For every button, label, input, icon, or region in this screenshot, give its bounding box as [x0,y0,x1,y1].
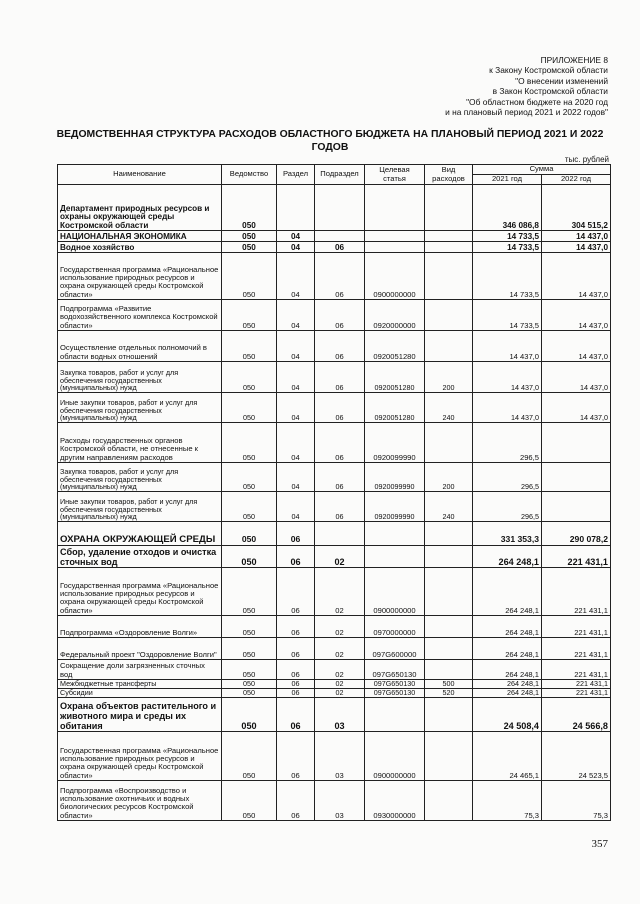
cell-target: 0920051280 [365,393,425,423]
cell-subsection: 02 [315,616,365,638]
cell-target [365,522,425,546]
cell-subsection: 02 [315,568,365,616]
cell-2021: 296,5 [473,492,542,522]
cell-name: Водное хозяйство [58,242,222,253]
table-row [58,423,611,463]
cell-2021: 14 437,0 [473,362,542,393]
cell-department: 050 [222,522,277,546]
table-header [58,165,611,185]
cell-target: 0920051280 [365,362,425,393]
cell-subsection: 02 [315,638,365,660]
cell-2021: 264 248,1 [473,680,542,689]
cell-target: 0900000000 [365,732,425,781]
column-header-name: Наименование [58,165,222,185]
cell-name: Государственная программа «Рациональное использование природных ресурсов и охрана окружающей среды Костромской области» [58,732,222,781]
cell-2022 [542,423,611,463]
cell-target: 097G650130 [365,660,425,680]
cell-2022: 221 431,1 [542,568,611,616]
cell-expense-type [425,242,473,253]
cell-2022: 14 437,0 [542,300,611,331]
table-row [58,362,611,393]
cell-expense-type [425,568,473,616]
cell-subsection: 03 [315,781,365,821]
cell-2022: 221 431,1 [542,689,611,698]
cell-2022: 14 437,0 [542,253,611,300]
cell-expense-type [425,698,473,732]
cell-section: 06 [277,689,315,698]
cell-2021: 75,3 [473,781,542,821]
cell-2022: 14 437,0 [542,331,611,362]
cell-expense-type: 500 [425,680,473,689]
cell-subsection: 02 [315,546,365,568]
cell-expense-type [425,231,473,242]
cell-expense-type [425,185,473,231]
cell-name: Закупка товаров, работ и услуг для обеспечения государственных (муниципальных) нужд [58,362,222,393]
appendix-line: "Об областном бюджете на 2020 год [466,96,608,107]
cell-expense-type [425,253,473,300]
cell-target [365,546,425,568]
cell-2021: 346 086,8 [473,185,542,231]
cell-2022 [542,492,611,522]
cell-name: Иные закупки товаров, работ и услуг для обеспечения государственных (муниципальных) нужд [58,492,222,522]
cell-2021: 14 733,5 [473,300,542,331]
table-row [58,463,611,492]
cell-target: 097G600000 [365,638,425,660]
cell-expense-type [425,616,473,638]
cell-2022: 24 523,5 [542,732,611,781]
cell-target [365,698,425,732]
table-row [58,781,611,821]
cell-expense-type: 200 [425,463,473,492]
table-body [58,185,611,821]
cell-expense-type: 240 [425,393,473,423]
cell-name: Субсидии [58,689,222,698]
cell-subsection: 06 [315,362,365,393]
column-header-target: Целевая статья [365,165,425,185]
cell-name: Подпрограмма «Воспроизводство и использование охотничьих и водных биологических ресурсов Костромской области» [58,781,222,821]
cell-2021: 264 248,1 [473,638,542,660]
cell-target: 0920099990 [365,492,425,522]
table-row [58,522,611,546]
table-row [58,185,611,231]
cell-expense-type: 520 [425,689,473,698]
cell-2022: 75,3 [542,781,611,821]
cell-section: 04 [277,393,315,423]
appendix-line: ПРИЛОЖЕНИЕ 8 [540,55,608,65]
cell-department: 050 [222,546,277,568]
column-header-2021: 2021 год [473,175,542,185]
cell-section: 06 [277,638,315,660]
cell-2021: 24 508,4 [473,698,542,732]
cell-2021: 296,5 [473,423,542,463]
cell-department: 050 [222,253,277,300]
cell-target: 0900000000 [365,253,425,300]
cell-name: НАЦИОНАЛЬНАЯ ЭКОНОМИКА [58,231,222,242]
cell-name: Департамент природных ресурсов и охраны окружающей среды Костромской области [58,185,222,231]
cell-2021: 264 248,1 [473,616,542,638]
cell-target: 0920099990 [365,423,425,463]
cell-2022: 221 431,1 [542,680,611,689]
cell-subsection: 03 [315,698,365,732]
cell-section: 04 [277,463,315,492]
cell-2021: 264 248,1 [473,660,542,680]
cell-section: 04 [277,242,315,253]
cell-2021: 14 733,5 [473,231,542,242]
cell-expense-type: 240 [425,492,473,522]
cell-target: 0920000000 [365,300,425,331]
cell-name: Закупка товаров, работ и услуг для обеспечения государственных (муниципальных) нужд [58,463,222,492]
cell-2022: 221 431,1 [542,546,611,568]
cell-expense-type [425,300,473,331]
cell-section: 04 [277,300,315,331]
cell-department: 050 [222,463,277,492]
table-row [58,698,611,732]
cell-2021: 264 248,1 [473,689,542,698]
cell-2021: 264 248,1 [473,568,542,616]
cell-2022: 221 431,1 [542,616,611,638]
cell-section: 06 [277,568,315,616]
cell-target: 097G650130 [365,689,425,698]
cell-2021: 14 733,5 [473,242,542,253]
cell-2022: 24 566,8 [542,698,611,732]
appendix-line: "О внесении изменений [515,75,608,86]
cell-section: 04 [277,253,315,300]
cell-2021: 14 733,5 [473,253,542,300]
cell-subsection: 02 [315,660,365,680]
cell-section: 04 [277,423,315,463]
table-row [58,680,611,689]
table-row [58,546,611,568]
column-header-subsection: Подраздел [315,165,365,185]
cell-department: 050 [222,689,277,698]
cell-subsection [315,231,365,242]
cell-2022: 290 078,2 [542,522,611,546]
table-row [58,393,611,423]
table-row [58,242,611,253]
cell-department: 050 [222,362,277,393]
cell-2022: 221 431,1 [542,660,611,680]
cell-section: 06 [277,732,315,781]
cell-target [365,242,425,253]
page-number: 357 [591,838,608,850]
cell-target [365,185,425,231]
cell-subsection: 06 [315,423,365,463]
cell-2021: 24 465,1 [473,732,542,781]
cell-department: 050 [222,331,277,362]
cell-name: Подпрограмма «Оздоровление Волги» [58,616,222,638]
cell-expense-type [425,781,473,821]
cell-target: 0900000000 [365,568,425,616]
cell-subsection [315,522,365,546]
cell-2022: 14 437,0 [542,242,611,253]
cell-expense-type [425,660,473,680]
cell-target: 0920099990 [365,463,425,492]
cell-2022 [542,463,611,492]
cell-2021: 331 353,3 [473,522,542,546]
table-row [58,689,611,698]
cell-section: 06 [277,546,315,568]
appendix-line: к Закону Костромской области [489,65,608,76]
cell-subsection: 06 [315,492,365,522]
cell-department: 050 [222,231,277,242]
cell-section: 04 [277,331,315,362]
cell-department: 050 [222,732,277,781]
cell-department: 050 [222,300,277,331]
cell-name: Охрана объектов растительного и животного мира и среды их обитания [58,698,222,732]
cell-expense-type [425,638,473,660]
cell-subsection: 06 [315,463,365,492]
table-row [58,732,611,781]
cell-expense-type [425,522,473,546]
cell-target [365,231,425,242]
column-header-section: Раздел [277,165,315,185]
table-row [58,331,611,362]
cell-expense-type [425,732,473,781]
cell-target: 0920051280 [365,331,425,362]
cell-department: 050 [222,242,277,253]
column-header-expense-type: Вид расходов [425,165,473,185]
cell-name: Расходы государственных органов Костромской области, не отнесенные к другим направлениям расходов [58,423,222,463]
cell-subsection: 06 [315,253,365,300]
cell-section: 06 [277,781,315,821]
cell-subsection [315,185,365,231]
appendix-header [308,55,608,117]
cell-department: 050 [222,781,277,821]
cell-2022: 14 437,0 [542,393,611,423]
appendix-line: в Закон Костромской области [492,86,608,97]
table-row [58,638,611,660]
cell-name: Государственная программа «Рациональное использование природных ресурсов и охрана окружающей среды Костромской области» [58,253,222,300]
cell-name: ОХРАНА ОКРУЖАЮЩЕЙ СРЕДЫ [58,522,222,546]
cell-section: 06 [277,522,315,546]
column-header-2022: 2022 год [542,175,611,185]
cell-section: 06 [277,616,315,638]
cell-expense-type [425,331,473,362]
cell-name: Иные закупки товаров, работ и услуг для обеспечения государственных (муниципальных) нужд [58,393,222,423]
cell-department: 050 [222,680,277,689]
cell-2021: 14 437,0 [473,393,542,423]
table-row [58,231,611,242]
table-row [58,660,611,680]
table-row [58,300,611,331]
cell-subsection: 06 [315,242,365,253]
cell-subsection: 03 [315,732,365,781]
cell-section: 06 [277,680,315,689]
cell-department: 050 [222,638,277,660]
cell-target: 0970000000 [365,616,425,638]
cell-2021: 14 437,0 [473,331,542,362]
cell-name: Осуществление отдельных полномочий в области водных отношений [58,331,222,362]
cell-2021: 296,5 [473,463,542,492]
table-row [58,568,611,616]
cell-subsection: 06 [315,331,365,362]
cell-name: Межбюджетные трансферты [58,680,222,689]
cell-2022: 221 431,1 [542,638,611,660]
cell-department: 050 [222,393,277,423]
cell-expense-type: 200 [425,362,473,393]
cell-2021: 264 248,1 [473,546,542,568]
cell-department: 050 [222,698,277,732]
table-row [58,616,611,638]
cell-name: Государственная программа «Рациональное использование природных ресурсов и охрана окружающей среды Костромской области» [58,568,222,616]
column-header-department: Ведомство [222,165,277,185]
cell-department: 050 [222,185,277,231]
cell-expense-type [425,546,473,568]
cell-name: Подпрограмма «Развитие водохозяйственного комплекса Костромской области» [58,300,222,331]
cell-section: 04 [277,231,315,242]
cell-expense-type [425,423,473,463]
cell-2022: 14 437,0 [542,231,611,242]
cell-department: 050 [222,568,277,616]
cell-section: 06 [277,660,315,680]
cell-name: Федеральный проект "Оздоровление Волги" [58,638,222,660]
cell-subsection: 02 [315,680,365,689]
cell-target: 097G650130 [365,680,425,689]
column-header-sum: Сумма [473,165,611,175]
cell-2022: 14 437,0 [542,362,611,393]
cell-section: 04 [277,492,315,522]
cell-department: 050 [222,616,277,638]
cell-department: 050 [222,492,277,522]
cell-name: Сокращение доли загрязненных сточных вод [58,660,222,680]
cell-target: 0930000000 [365,781,425,821]
table-row [58,253,611,300]
cell-department: 050 [222,660,277,680]
cell-subsection: 06 [315,300,365,331]
cell-subsection: 06 [315,393,365,423]
table-row [58,492,611,522]
cell-2022: 304 515,2 [542,185,611,231]
cell-name: Сбор, удаление отходов и очистка сточных вод [58,546,222,568]
expenditure-table [57,164,611,821]
cell-section: 06 [277,698,315,732]
cell-department: 050 [222,423,277,463]
cell-section: 04 [277,362,315,393]
units-label: тыс. рублей [564,155,609,164]
document-title: ВЕДОМСТВЕННАЯ СТРУКТУРА РАСХОДОВ ОБЛАСТНОГО БЮДЖЕТА НА ПЛАНОВЫЙ ПЕРИОД 2021 И 2022 ГОДОВ [56,129,604,153]
appendix-line: и на плановый период 2021 и 2022 годов" [445,107,608,118]
cell-subsection: 02 [315,689,365,698]
cell-section [277,185,315,231]
